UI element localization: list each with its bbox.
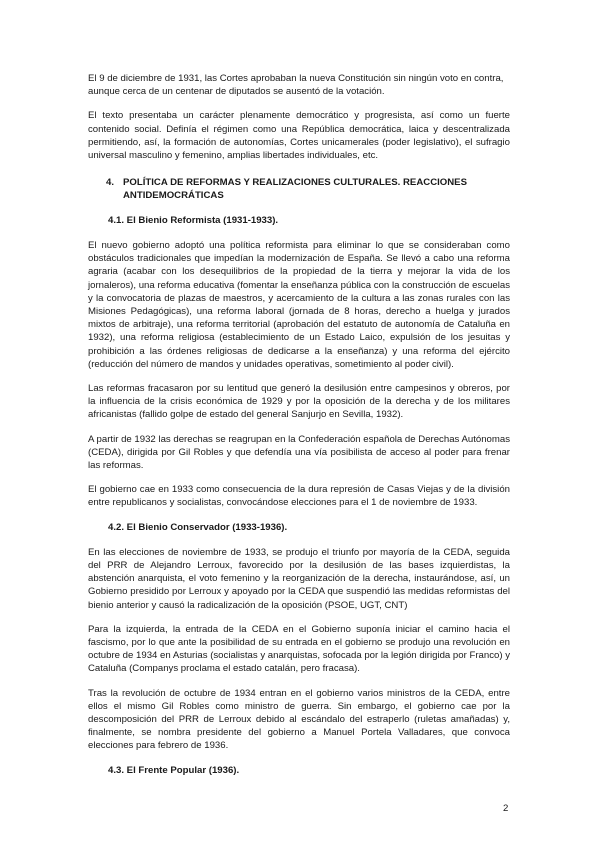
section-4-3-heading: 4.3. El Frente Popular (1936). [108,764,240,776]
document-page [88,72,510,789]
section-4-heading [88,177,510,202]
paragraph-constitution-content: El texto presentaba un carácter plenamente democrático y progresista, así como un fuerte contenido social. Definía el régimen como una República democrática, laica y descentralizada permitiendo, así, la formación de autonomías, Cortes unicamerales (poder legislativo), el sufragio universal masculino y femenino, amplias libertades individuales, etc. [88,110,510,162]
paragraph-constitution: El 9 de diciembre de 1931, las Cortes aprobaban la nueva Constitución sin ningún voto en contra, aunque cerca de un centenar de diputados se ausentó de la votación. [88,73,504,98]
paragraph-reforms-failure: Las reformas fracasaron por su lentitud que generó la desilusión entre campesinos y obreros, por la influencia de la crisis económica de 1929 y por la oposición de la derecha y de los militares africanistas (fallido golpe de estado del general Sanjurjo en Sevilla, 1932). [88,383,510,421]
paragraph-revolution-1934: Para la izquierda, la entrada de la CEDA en el Gobierno suponía iniciar el camino hacia el fascismo, por lo que ante la posibilidad de su entrada en el gobierno se produjo una revolución en octubre de 1934 en Asturias (socialistas y anarquistas, sofocada por la legión dirigida por Franco) y Cataluña (Companys proclama el estado catalán, pero fracasa). [88,623,510,675]
section-4-number: 4. [106,177,115,189]
page-number: 2 [503,803,509,814]
section-4-title: POLÍTICA DE REFORMAS Y REALIZACIONES CULTURALES. REACCIONES ANTIDEMOCRÁTICAS [123,177,467,201]
paragraph-reforms: El nuevo gobierno adoptó una política reformista para eliminar lo que se consideraban como obstáculos tradicionales que impedían la modernización de España. Se llevó a cabo una reforma agraria (acabar con los desequilibrios de la propiedad de la tierra y mejorar la vida de los jornaleros), una reforma educativa (fomentar la enseñanza pública con la construcción de escuelas y la convocatoria de plazas de maestros, y acercamiento de la cultura a las zonas rurales con las Misiones Pedagógicas), una reforma laboral (jornada de 8 horas, derecho a huelga y jurados mixtos de arbitraje), una reforma territorial (aprobación del estatuto de autonomía de Cataluña en 1932), una reforma religiosa (establecimiento de un Estado Laico, expulsión de los jesuitas y prohibición a las órdenes religiosas de dedicarse a la enseñanza) y una reforma del ejército (reducción del número de mandos y unidades operativas, sometimiento al poder civil). [88,240,510,370]
paragraph-government-fall: El gobierno cae en 1933 como consecuencia de la dura represión de Casas Viejas y de la división entre republicanos y socialistas, convocándose elecciones para el 1 de noviembre de 1933. [88,484,510,509]
paragraph-after-revolution: Tras la revolución de octubre de 1934 entran en el gobierno varios ministros de la CEDA, entre ellos el mismo Gil Robles como ministro de guerra. Sin embargo, el gobierno cae por la descomposición del PRR de Lerroux debido al escándalo del estraperlo (ruletas amañadas) y, finalmente, se nombra presidente del gobierno a Manuel Portela Valladares, que convoca elecciones para febrero de 1936. [88,687,510,752]
paragraph-elections-1933: En las elecciones de noviembre de 1933, se produjo el triunfo por mayoría de la CEDA, seguida del PRR de Alejandro Lerroux, favorecido por la desilusión de las bases izquierdistas, la abstención anarquista, el voto femenino y la reorganización de la derecha, instaurándose, así, un Gobierno presidido por Lerroux y apoyado por la CEDA que suspendió las medidas reformistas del bienio anterior y causó la radicalización de la oposición (PSOE, UGT, CNT) [88,546,510,611]
section-4-2-heading: 4.2. El Bienio Conservador (1933-1936). [108,521,288,533]
section-4-1-heading: 4.1. El Bienio Reformista (1931-1933). [108,215,279,227]
paragraph-ceda: A partir de 1932 las derechas se reagrupan en la Confederación española de Derechas Autónomas (CEDA), dirigida por Gil Robles y que defendía una vía posibilista de acceso al poder para frenar las reformas. [88,433,510,472]
